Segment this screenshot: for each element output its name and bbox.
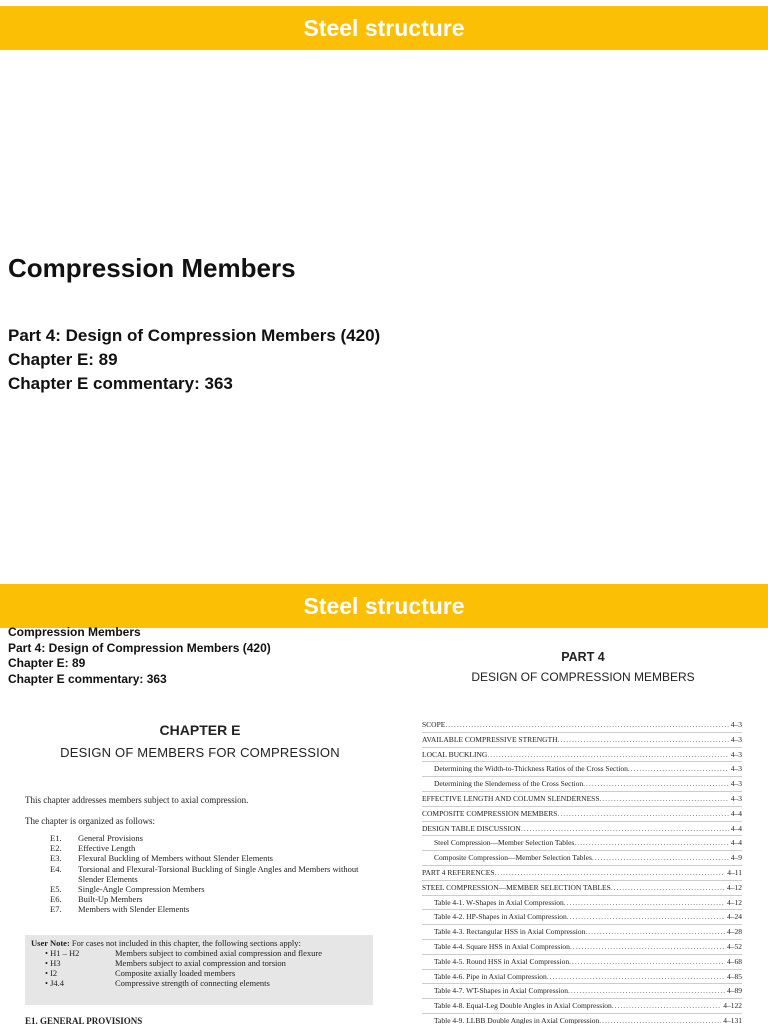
toc-leader-dots (612, 999, 721, 1013)
toc-entry (422, 896, 742, 911)
toc-entry-page: 4–89 (727, 986, 742, 996)
toc-entry (422, 940, 742, 955)
chapter-subtitle: DESIGN OF MEMBERS FOR COMPRESSION (60, 745, 340, 760)
toc-leader-dots (445, 718, 728, 732)
toc-entry-label: DESIGN TABLE DISCUSSION (422, 823, 521, 833)
toc-entry (422, 881, 742, 896)
slide-1-banner: Steel structure (0, 6, 768, 50)
section-item: E1. General Provisions (50, 833, 143, 843)
note-item: • J4.4 Compressive strength of connecting elements (45, 978, 270, 988)
toc-leader-dots (564, 896, 725, 910)
toc-entry-page: 4–131 (723, 1015, 742, 1024)
toc-entry-label: Table 4-4. Square HSS in Axial Compression (434, 941, 570, 951)
part-subtitle: DESIGN OF COMPRESSION MEMBERS (471, 670, 695, 684)
toc-entry (422, 718, 742, 733)
slide-2-details (8, 625, 271, 687)
section-item: E4. Torsional and Flexural-Torsional Buckling of Single Angles and Members without Slender Elements (50, 863, 359, 884)
toc-entry-label: COMPOSITE COMPRESSION MEMBERS (422, 808, 558, 818)
toc-leader-dots (599, 1014, 721, 1024)
slide-1-line: Chapter E: 89 (8, 350, 118, 369)
toc-entry-label: AVAILABLE COMPRESSIVE STRENGTH (422, 734, 558, 744)
toc-entry-page: 4–122 (723, 1001, 742, 1011)
toc-entry-label: PART 4 REFERENCES (422, 867, 495, 877)
slide-1-line: Part 4: Design of Compression Members (420) (8, 326, 381, 345)
toc-leader-dots (583, 777, 729, 791)
slide-1-title: Compression Members (8, 253, 296, 283)
slide-1-details (8, 324, 380, 396)
toc-entry (422, 748, 742, 763)
toc-entry (422, 836, 742, 851)
section-item: E6. Built-Up Members (50, 894, 143, 905)
toc-entry-page: 4–3 (730, 764, 742, 774)
toc-leader-dots (568, 984, 725, 998)
toc-entry-label: EFFECTIVE LENGTH AND COLUMN SLENDERNESS (422, 793, 600, 803)
toc-entry-label: Determining the Width-to-Thickness Ratios of the Cross Section (434, 764, 628, 774)
toc-entry (422, 910, 742, 925)
toc-entry (422, 792, 742, 807)
toc-entry-label: Table 4-2. HP-Shapes in Axial Compression (434, 912, 567, 922)
chapter-title: CHAPTER E (159, 722, 241, 738)
slide-2-line: Part 4: Design of Compression Members (420) (8, 640, 271, 655)
toc-entry-page: 4–85 (727, 971, 742, 981)
user-note-box (25, 935, 373, 1005)
slide-2-line: Chapter E: 89 (8, 656, 86, 670)
note-item: • H1 – H2 Members subject to combined axial compression and flexure (45, 948, 323, 958)
toc-entry (422, 851, 742, 866)
part-title: PART 4 (561, 650, 605, 664)
chapter-section-list (50, 833, 378, 915)
toc-leader-dots (557, 807, 728, 821)
toc-entry (422, 733, 742, 748)
note-item: • H3 Members subject to axial compression and torsion (45, 958, 286, 968)
toc-entry (422, 777, 742, 792)
toc-entry-page: 4–4 (730, 823, 742, 833)
toc-entry-label: Table 4-5. Round HSS in Axial Compression (434, 956, 570, 966)
user-note-label: User Note: (31, 938, 70, 948)
toc-entry-label: STEEL COMPRESSION—MEMBER SELECTION TABLES (422, 882, 611, 892)
toc-leader-dots (547, 970, 725, 984)
user-note-text: For cases not included in this chapter, the following sections apply: (71, 938, 301, 948)
toc-leader-dots (592, 851, 729, 865)
toc-leader-dots (585, 925, 725, 939)
toc-entry-page: 4–24 (727, 912, 742, 922)
toc-entry-page: 4–3 (730, 734, 742, 744)
table-of-contents (422, 718, 742, 1024)
section-item: E3. Flexural Buckling of Members without Slender Elements (50, 853, 273, 864)
toc-entry-label: SCOPE (422, 720, 446, 729)
toc-entry-label: Composite Compression—Member Selection Tables (434, 853, 592, 863)
toc-leader-dots (487, 748, 728, 762)
toc-entry-page: 4–11 (727, 867, 742, 877)
toc-entry-page: 4–3 (730, 749, 742, 759)
toc-entry (422, 955, 742, 970)
toc-entry-page: 4–3 (730, 720, 742, 729)
toc-entry-page: 4–12 (727, 897, 742, 907)
toc-entry-label: Table 4-3. Rectangular HSS in Axial Compression (434, 927, 586, 937)
toc-leader-dots (611, 881, 725, 895)
slide-2-banner: Steel structure (0, 584, 768, 628)
toc-entry-label: Table 4-9. LLBB Double Angles in Axial Compression (434, 1015, 600, 1024)
section-item: E2. Effective Length (50, 843, 136, 854)
toc-entry-label: Table 4-1. W-Shapes in Axial Compression (434, 897, 564, 907)
toc-entry (422, 866, 742, 881)
slide-1-line: Chapter E commentary: 363 (8, 374, 233, 393)
toc-leader-dots (569, 955, 725, 969)
toc-entry-page: 4–28 (727, 927, 742, 937)
toc-entry-label: LOCAL BUCKLING (422, 749, 488, 759)
chapter-intro: This chapter addresses members subject to axial compression. (25, 795, 249, 805)
toc-leader-dots (558, 733, 729, 747)
toc-entry (422, 807, 742, 822)
toc-leader-dots (574, 836, 728, 850)
slide-2-line: Compression Members (8, 625, 141, 639)
toc-entry (422, 925, 742, 940)
section-item: E7. Members with Slender Elements (50, 904, 190, 915)
note-item: • I2 Composite axially loaded members (45, 968, 236, 978)
toc-entry-label: Steel Compression—Member Selection Tables (434, 838, 575, 848)
toc-entry-page: 4–4 (730, 808, 742, 818)
toc-entry (422, 999, 742, 1014)
toc-entry-page: 4–52 (727, 941, 742, 951)
toc-entry-page: 4–9 (730, 853, 742, 863)
toc-entry-label: Determining the Slenderness of the Cross Section (434, 779, 584, 789)
toc-entry (422, 984, 742, 999)
toc-entry (422, 970, 742, 985)
toc-entry-label: Table 4-8. Equal-Leg Double Angles in Axial Compression (434, 1001, 612, 1011)
toc-entry-page: 4–68 (727, 956, 742, 966)
slide-2-line: Chapter E commentary: 363 (8, 671, 167, 686)
toc-leader-dots (600, 792, 729, 806)
toc-entry (422, 822, 742, 837)
general-provisions-heading: E1. GENERAL PROVISIONS (25, 1016, 143, 1024)
toc-leader-dots (628, 762, 729, 776)
toc-entry-page: 4–3 (730, 779, 742, 789)
toc-entry-page: 4–4 (730, 838, 742, 848)
toc-leader-dots (570, 940, 725, 954)
toc-entry-page: 4–12 (727, 882, 742, 892)
chapter-organized: The chapter is organized as follows: (25, 816, 156, 826)
section-item: E5. Single-Angle Compression Members (50, 884, 205, 895)
toc-entry-label: Table 4-7. WT-Shapes in Axial Compression (434, 986, 569, 996)
toc-entry-label: Table 4-6. Pipe in Axial Compression (434, 971, 547, 981)
toc-leader-dots (521, 822, 729, 836)
toc-entry (422, 1014, 742, 1024)
toc-entry-page: 4–3 (730, 793, 742, 803)
toc-leader-dots (495, 866, 726, 880)
toc-leader-dots (567, 910, 725, 924)
toc-entry (422, 762, 742, 777)
